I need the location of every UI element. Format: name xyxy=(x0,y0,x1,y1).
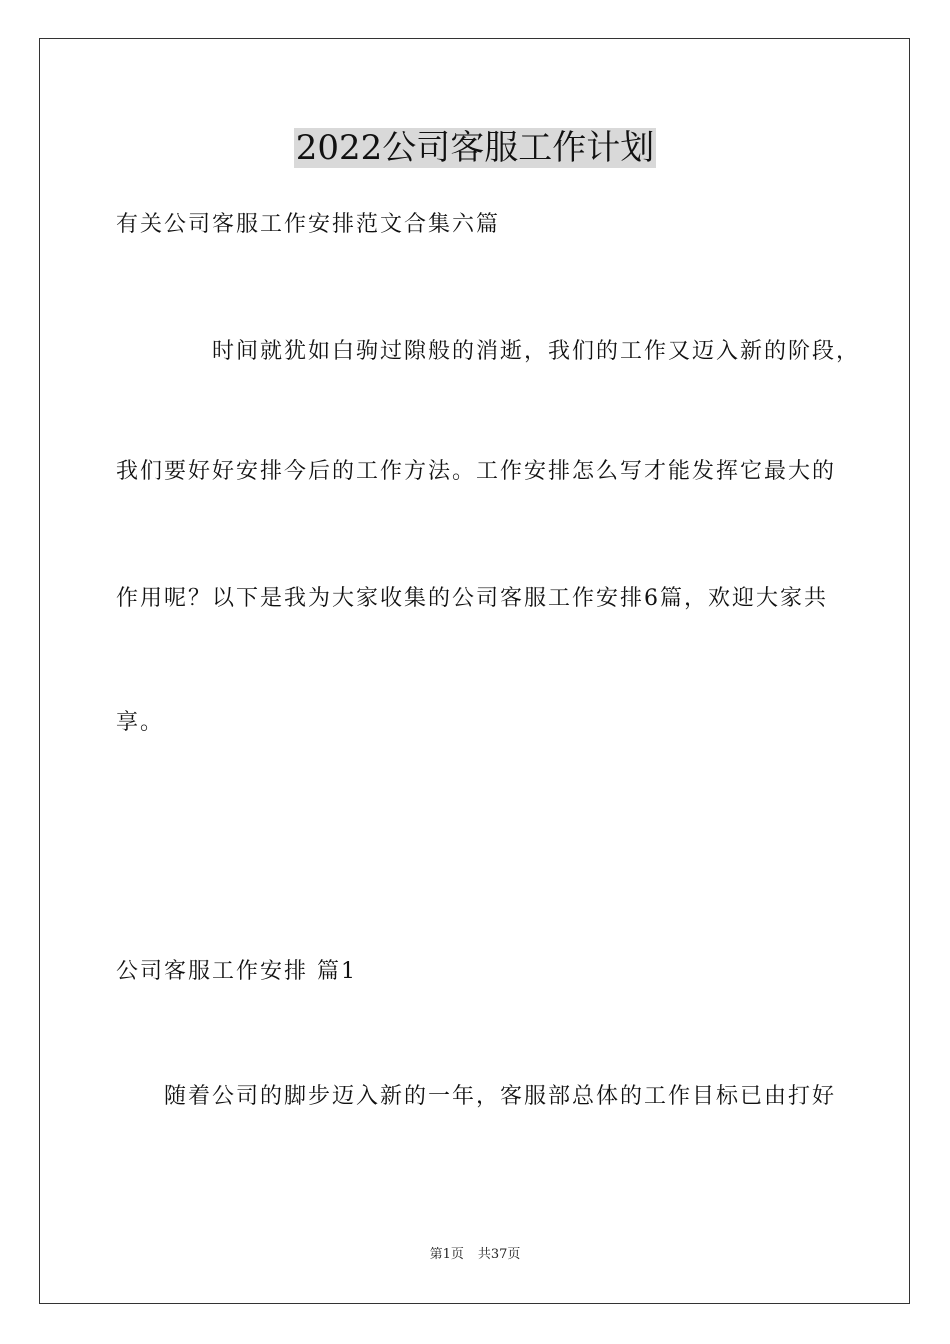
section-heading: 公司客服工作安排 篇1 xyxy=(116,959,357,984)
document-title xyxy=(0,126,950,170)
page-number: 第1页 xyxy=(429,1247,464,1262)
page-total: 共37页 xyxy=(477,1247,521,1262)
intro-line-1: 时间就犹如白驹过隙般的消逝，我们的工作又迈入新的阶段， xyxy=(212,339,861,364)
intro-line-3: 作用呢？以下是我为大家收集的公司客服工作安排6篇，欢迎大家共 xyxy=(116,586,828,611)
intro-line-4: 享。 xyxy=(116,710,165,735)
intro-line-2: 我们要好好安排今后的工作方法。工作安排怎么写才能发挥它最大的 xyxy=(116,459,837,484)
document-title-text: 2022公司客服工作计划 xyxy=(295,128,655,168)
section-line-1: 随着公司的脚步迈入新的一年，客服部总体的工作目标已由打好 xyxy=(164,1084,837,1109)
page-footer xyxy=(0,1246,950,1264)
document-subtitle: 有关公司客服工作安排范文合集六篇 xyxy=(116,212,501,237)
